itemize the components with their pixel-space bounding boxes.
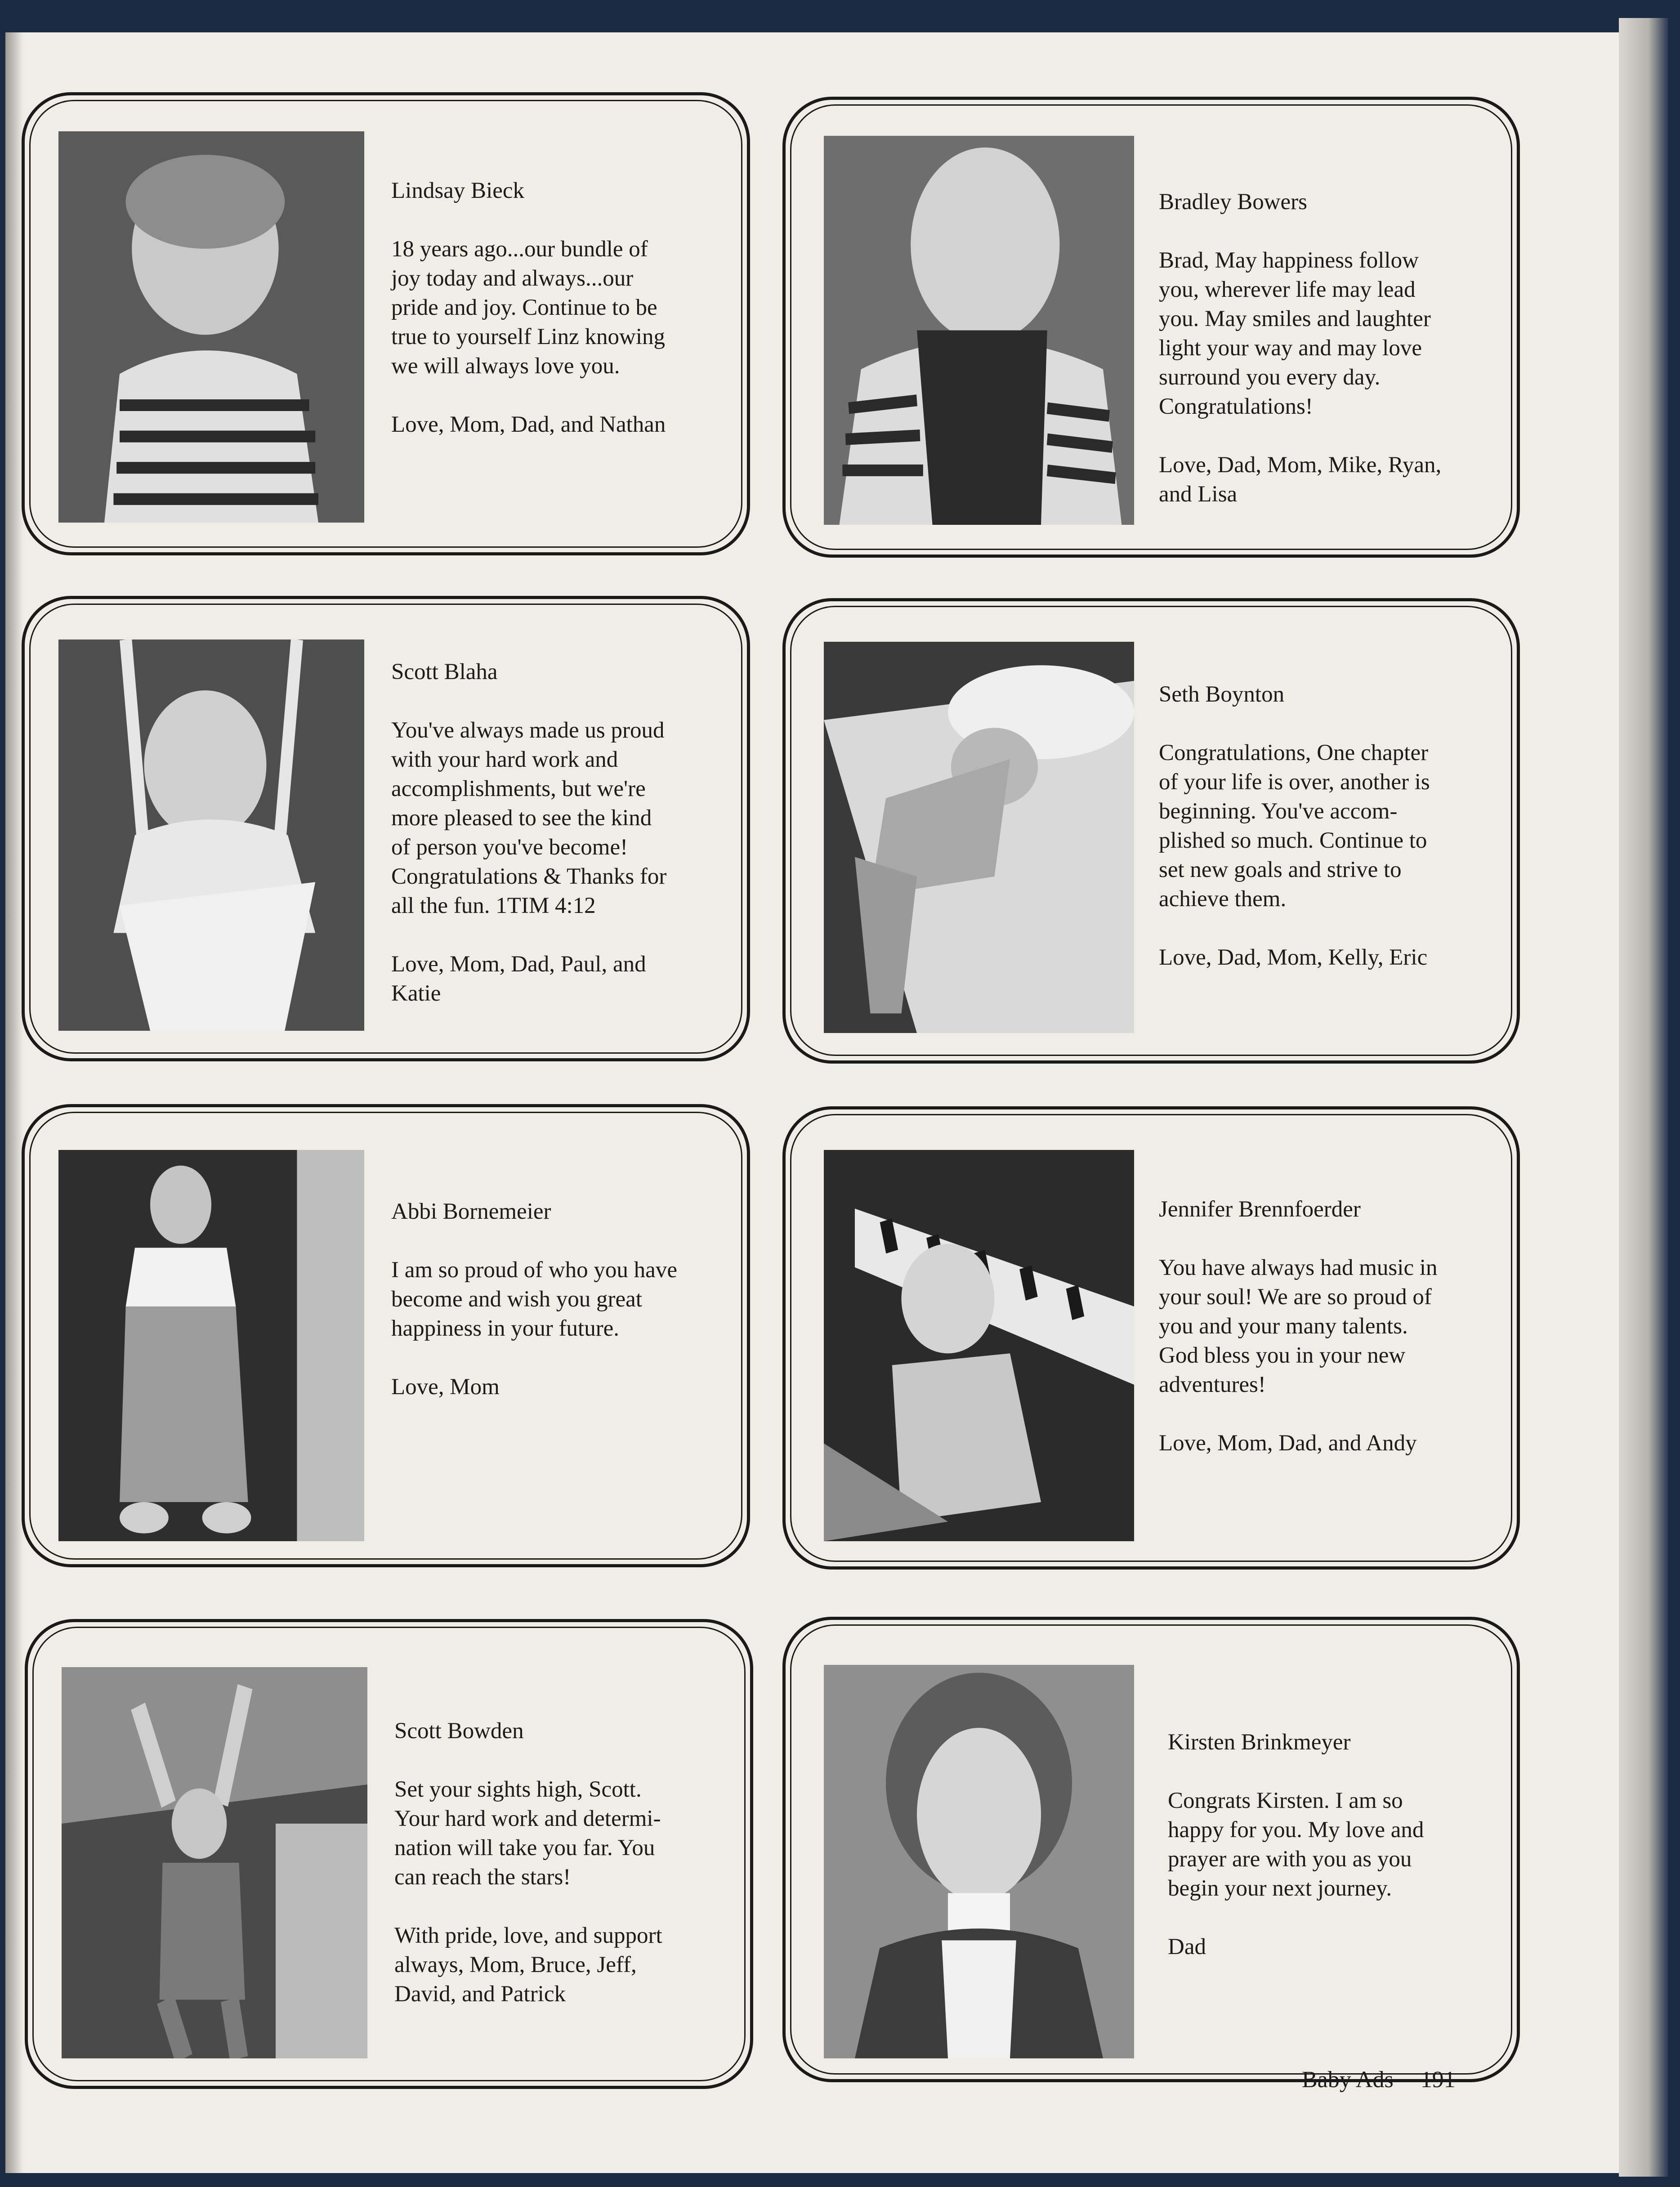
ad-name: Kirsten Brinkmeyer [1168,1730,1351,1755]
ad-name: Jennifer Brennfoerder [1159,1197,1361,1222]
ad-message: 18 years ago...our bundle of joy today and always...our pride and joy. Continue to be true to yourself Linz knowing we will always love you. [391,237,666,379]
page-right-edge [1619,18,1668,2177]
ad-signature: Love, Mom, Dad, Paul, and Katie [391,952,646,1006]
binding-shadow [5,32,23,2173]
ad-name: Scott Bowden [394,1718,524,1744]
page-number: 191 [1420,2067,1456,2093]
ad-card-scott-bowden [25,1619,753,2089]
ad-card-scott-blaha [22,596,750,1061]
ad-name: Bradley Bowers [1159,189,1308,215]
ad-card-lindsay-bieck [22,92,750,555]
ad-message: Congratulations, One chapter of your life is over, another is beginning. You've accom- plished so much. Continue to set new goals and strive to achieve them. [1159,740,1430,912]
baby-photo [58,640,364,1031]
ad-message: Brad, May happiness follow you, wherever life may lead you. May smiles and laughter light your way and may love surround you every day. Congratulations! [1159,248,1431,419]
ad-signature: Love, Mom [391,1374,500,1400]
footer-section-label: Baby Ads [1302,2067,1394,2093]
ad-card-seth-boynton [782,598,1520,1064]
ad-card-jennifer-brennfoerder [782,1106,1520,1570]
ad-signature: Love, Mom, Dad, and Andy [1159,1431,1417,1456]
ad-signature: Love, Dad, Mom, Kelly, Eric [1159,945,1428,970]
baby-photo [58,131,364,523]
ad-message: You've always made us proud with your hard work and accomplishments, but we're more pleased to see the kind of person you've become! Congratulations & Thanks for all the fun. 1TIM 4:12 [391,718,667,918]
ad-message: You have always had music in your soul! We are so proud of you and your many talents. God bless you in your new adventures! [1159,1255,1438,1397]
baby-photo [824,136,1134,525]
ad-card-abbi-bornemeier [22,1104,750,1567]
ad-name: Abbi Bornemeier [391,1199,551,1224]
baby-photo [58,1150,364,1541]
ad-name: Scott Blaha [391,659,498,684]
baby-photo [824,1150,1134,1541]
ad-name: Seth Boynton [1159,682,1285,707]
ad-card-bradley-bowers [782,97,1520,558]
baby-photo [824,642,1134,1033]
baby-photo [824,1665,1134,2058]
ad-signature: With pride, love, and support always, Mom, Bruce, Jeff, David, and Patrick [394,1923,662,2007]
ad-message: Set your sights high, Scott. Your hard work and determi- nation will take you far. You can reach the stars! [394,1777,661,1890]
ad-card-kirsten-brinkmeyer [782,1617,1520,2082]
ad-name: Lindsay Bieck [391,178,525,203]
baby-photo [62,1667,367,2058]
page-footer [1302,2066,1456,2093]
ad-message: I am so proud of who you have become and wish you great happiness in your future. [391,1257,677,1341]
ad-signature: Love, Mom, Dad, and Nathan [391,412,666,437]
ad-signature: Dad [1168,1934,1206,1959]
ad-message: Congrats Kirsten. I am so happy for you. My love and prayer are with you as you begin your next journey. [1168,1788,1424,1901]
ad-signature: Love, Dad, Mom, Mike, Ryan, and Lisa [1159,452,1442,507]
